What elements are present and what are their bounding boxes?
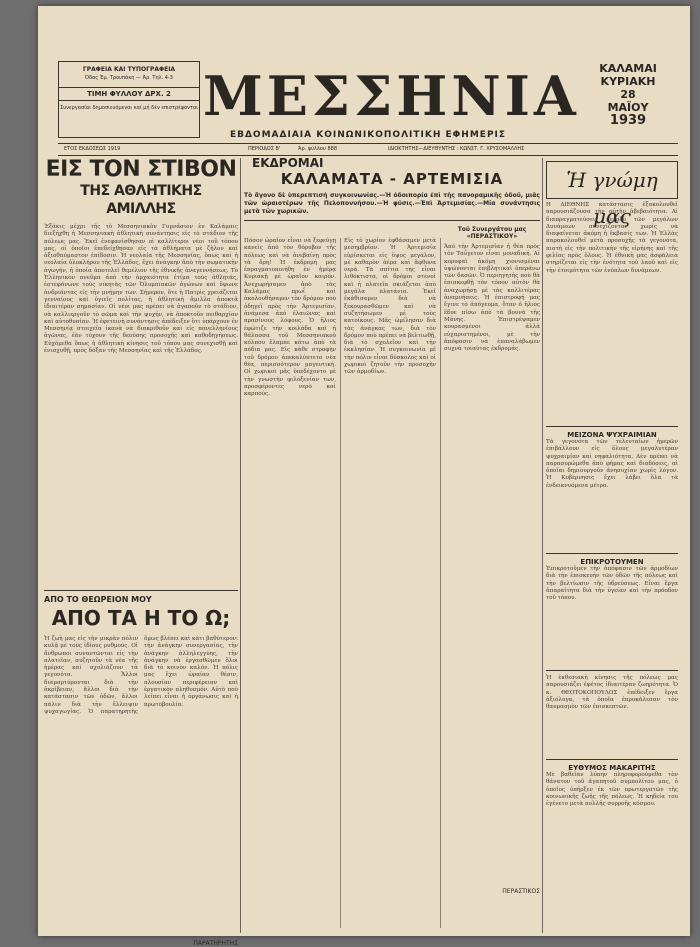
editorial-body-4: Ἡ ἐκθεσιακὴ κίνησις τῆς πόλεως μας παρουσιάζει ἐφέτος ἰδιαιτέραν ζωηρότητα. Ὁ κ. ΘΕΟΤΟΚΟΠΟΥΛΟΣ ἐπέδειξεν ἔργα ἀξιόλογα, τὰ ὁποῖα ἐπροκάλεσαν τὸν θαυμασμὸν τῶν ἐπισκεπτῶν. bbox=[546, 675, 678, 711]
center-dek: Τὸ ἄγονο δὲ ὑπερεπτισή συγκοινωνίας.—Ἡ ὁδοιπορία ἐπὶ τῆς πανοραμικῆς ὁδοῦ, μιᾶς τῶν ὡραιοτέρων τῆς Πελοποννήσου.—Ἡ φύσις.—Ἐπὶ Ἀρτεμισίας.—Μία συνάντησις μετὰ τῶν χωρικῶν. bbox=[244, 192, 540, 215]
date-month: ΜΑΪΟΥ bbox=[607, 101, 649, 114]
left-headline-line2: ΤΗΣ ΑΘΛΗΤΙΚΗΣ ΑΜΙΛΛΗΣ bbox=[80, 183, 202, 217]
publisher-office-line: ΓΡΑΦΕΙΑ ΚΑΙ ΤΥΠΟΓΡΑΦΕΙΑ bbox=[82, 66, 176, 73]
publication-year: ΕΤΟΣ ΕΚΔΟΣΕΩΣ 1919 bbox=[64, 146, 121, 152]
section-body: Ἡ ζωὴ μας εἰς τὴν μικρὰν πόλιν κυλᾷ μὲ τοὺς ἰδίους ρυθμούς. Οἱ ἄνθρωποι συναντῶνται εἰς τὴν πλατεῖαν, συζητοῦν τὰ νέα τῆς ἡμέρας καὶ σχολιάζουν τὰ γεγονότα. Ἄλλοι διαμαρτύρονται διὰ τὴν ἀκρίβειαν, ἄλλοι διὰ τὴν κατάστασιν τῶν ὁδῶν, ἄλλοι πάλιν διὰ τὴν ἔλλειψιν ψυχαγωγίας. Ὁ παρατηρητὴς ὅμως βλέπει καὶ κάτι βαθύτερον: τὴν ἀνάγκην συνεργασίας, τὴν ἀνάγκην ἀλληλεγγύης, τὴν ἀνάγκην νὰ ἐργασθῶμεν ὅλοι διὰ τὸ κοινὸν καλόν. Ἡ πόλις μας ἔχει ὡραίαν θέσιν, πλουσίαν περιφέρειαν καὶ ἐργατικὸν πληθυσμόν. Αὐτὸ ποὺ λείπει εἶναι ἡ ὀργάνωσις καὶ ἡ πρωτοβουλία. bbox=[44, 636, 238, 715]
center-article bbox=[244, 156, 540, 936]
center-kicker: ΕΚΔΡΟΜΑΙ bbox=[252, 156, 324, 170]
left-column bbox=[44, 156, 238, 947]
owner-director: ΙΔΙΟΚΤΗΤΗΣ—ΔΙΕΥΘΥΝΤΗΣ : ΚΩΝΣΤ. Γ. ΧΡΥΣΟΜΑΛΛΗΣ bbox=[388, 146, 525, 152]
section-label: ΑΠΟ ΤΟ ΘΕΩΡΕΙΟΝ ΜΟΥ bbox=[44, 595, 152, 604]
editorial-heading-5: ΕΥΘΥΜΟΣ ΜΑΚΑΡΙΤΗΣ bbox=[568, 764, 656, 772]
center-subcol-1-body: Πόσον ὡραῖον εἶναι νὰ ξεφεύγῃ κανεὶς ἀπὸ τὸν θόρυβον τῆς πόλεως καὶ νὰ ἀνεβαίνῃ πρὸς τὰ ὄρη! Ἡ ἐκδρομή μας ἐπραγματοποιήθη ἐν ἡμέρᾳ Κυριακῇ μὲ ὡραῖον καιρόν. Ἀνεχωρήσαμεν ἀπὸ τὰς Καλάμας πρωΐ καὶ ἀκολουθήσαμεν τὸν δρόμον ποὺ ὁδηγεῖ πρὸς τὴν Ἀρτεμισίαν, ἀνάμεσα ἀπὸ ἐλαιῶνας καὶ πρασίνους λόφους. Ὁ ἥλιος ἐφώτιζε τὴν κοιλάδα καὶ ἡ θάλασσα τοῦ Μεσσηνιακοῦ κόλπου ἔλαμπε κάτω ἀπὸ τὰ πόδια μας. Εἰς κάθε στροφὴν τοῦ δρόμου ἀπεκαλύπτετο νέα θέα, περισσότερον μαγευτική. Οἱ χωρικοὶ μᾶς ὑπεδέχοντο μὲ τὴν γνωστὴν φιλοξενίαν των, προσφέροντες νερὸ καὶ καρπούς. bbox=[244, 238, 336, 398]
left-article-body: Έξάκις μέχρι τῆς τὸ Μεσσηνιακὸν Γυμνάσιον ἐν Καλάμαις διεξήχθη ἡ Μεσσηνιακὴ ἀθλητικὴ συνάντησις εἰς τὸ στάδιον τῆς πόλεως μας. Ἐκεῖ ἐνεφανίσθησαν οἱ καλλίτεροι νέοι τοῦ τόπου μας, οἱ ὁποῖοι ἐπεδείχθησαν εἰς τὰ ἀθλήματα μὲ ζῆλον καὶ ἀξιοθαύμαστον ἐπίδοσιν. Ἡ νεολαία τῆς Μεσσηνίας, ὅπως καὶ ἡ νεολαία ὁλοκλήρου τῆς Ἑλλάδος, ἔχει ἀνάγκην ἀπὸ τὴν σωματικὴν ἀγωγήν, ἡ ὁποία ἀποτελεῖ θεμέλιον τῆς ἐθνικῆς ἀναγεννήσεως. Τὸ Ἑλληνικὸν πνεῦμα ἀπὸ τὴν ἀρχαιότητα ἐτίμα τοὺς ἀθλητάς, ἐστεφάνωνε τοὺς νικητὰς τῶν Ὀλυμπιακῶν ἀγώνων καὶ ὕψωνε ἀνδριάντας εἰς τὴν μνήμην των. Σήμερον, ὅτε ἡ Πατρὶς χρειάζεται γενναίους καὶ ὑγιεῖς πολίτας, ἡ ἀθλητικὴ ἅμιλλα ἀποκτᾶ ἰδιαιτέραν σημασίαν. Οἱ νέοι μας πρέπει νὰ ἀγαποῦν τὸ στάδιον, νὰ καλλιεργοῦν τὸ σῶμα καὶ τὴν ψυχήν, νὰ ἀποκτοῦν πειθαρχίαν καὶ αὐτοθυσίαν. Ἡ ἐφετεινὴ συνάντησις ἀπέδειξεν ὅτι ὑπάρχουν ἐν Μεσσηνίᾳ στοιχεῖα ἱκανὰ νὰ διακριθοῦν καὶ εἰς πανελληνίους ἀγῶνας, ἐὰν τύχουν τῆς δεούσης προσοχῆς καὶ καθοδηγήσεως. Εὐχόμεθα ὅπως ἡ ἀθλητικὴ κίνησις τοῦ τόπου μας συνεχισθῇ καὶ ἐνισχυθῇ, πρὸς δόξαν τῆς Μεσσηνίας καὶ τῆς Ἑλλάδος. bbox=[44, 224, 238, 355]
center-subcol-3-body: Ἀπὸ τὴν Ἀρτεμισίαν ἡ θέα πρὸς τὸν Ταΰγετον εἶναι μοναδική. Αἱ κορυφαὶ ἀκόμη χιονισμέναι ὑψώνονται ἐπιβλητικαὶ ὑπεράνω τῶν δασῶν. Ὁ περιηγητὴς ποὺ θὰ ἐπισκεφθῇ τὸν τόπον αὐτὸν θὰ ἀναχωρήσῃ μὲ τὰς καλλιτέρας ἀναμνήσεις. Ἡ ἐπιστροφή μας ἔγινε τὸ ἀπόγευμα, ὅταν ὁ ἥλιος ἔδυε πίσω ἀπὸ τὰ βουνὰ τῆς Μάνης. Ἐπιστρέψαμεν κουρασμένοι ἀλλὰ εὐχαριστημένοι, μὲ τὴν ἀπόφασιν νὰ ἐπαναλάβωμεν συχνὰ τοιαύτας ἐκδρομάς. bbox=[444, 244, 540, 353]
newspaper-page bbox=[38, 6, 690, 947]
contributor-label: Τοῦ Συνεργάτου μας «ΠΕΡΑΣΤΙΚΟΥ» bbox=[457, 226, 527, 240]
submission-note: Συνεργασίαι δημοσιευόμεναι καί μή δέν επιστρέφονται bbox=[60, 105, 198, 111]
publisher-address-line: Όδος Έμ. Τρουπάκη — Άρ. Τηλ. 4-3 bbox=[85, 75, 173, 81]
column-rule-2 bbox=[542, 158, 543, 933]
date-block bbox=[578, 62, 678, 127]
editorial-heading-3: ΕΠΙΚΡΟΤΟΥΜΕΝ bbox=[580, 558, 644, 566]
editorial-body-3: Ἐπικροτοῦμεν τὴν ἀπόφασιν τῶν ἁρμοδίων διὰ τὴν ἐπισκευὴν τῶν ὁδῶν τῆς πόλεως καὶ τὴν βελτίωσιν τῆς ὑδρεύσεως. Εἶναι ἔργα ἀπαραίτητα διὰ τὴν ὑγείαν καὶ τὴν πρόοδον τοῦ τόπου. bbox=[546, 566, 678, 602]
editorial-body-1: Η ΔΙΕΘΝΗΣ κατάστασις ἐξακολουθεῖ παρουσιάζουσα τὴν αὐτὴν ἀβεβαιότητα. Αἱ διαπραγματεύσεις μεταξὺ τῶν μεγάλων Δυνάμεων συνεχίζονται χωρὶς νὰ διαφαίνεται ἀκόμη ἡ ἔκβασίς των. Ἡ Ἑλλὰς παρακολουθεῖ μετὰ προσοχῆς τὰ γεγονότα, πιστὴ εἰς τὴν πολιτικὴν τῆς εἰρήνης καὶ τῆς φιλίας πρὸς ὅλους. Ἡ ἐθνικὴ μας ἀσφάλεια στηρίζεται εἰς τὴν ἑνότητα τοῦ λαοῦ καὶ εἰς τὴν ἑτοιμότητα τῶν ἐνόπλων δυνάμεων. bbox=[546, 202, 678, 274]
center-divider bbox=[244, 220, 540, 221]
masthead-title: ΜΕΣΣΗΝΙΑ bbox=[203, 64, 580, 128]
center-subcol-1 bbox=[244, 238, 336, 928]
right-column bbox=[546, 202, 678, 932]
center-headline: ΚΑΛΑΜΑΤΑ - ΑΡΤΕΜΙΣΙΑ bbox=[280, 170, 504, 188]
column-rule-1 bbox=[240, 158, 241, 933]
date-day: ΚΥΡΙΑΚΗ bbox=[600, 75, 656, 88]
center-subcol-3 bbox=[444, 226, 540, 926]
date-number: 28 bbox=[620, 88, 636, 101]
center-subcol-2 bbox=[344, 238, 436, 928]
right-divider-2 bbox=[546, 553, 678, 554]
section-title: ΑΠΟ ΤΑ Η ΤΟ Ω; bbox=[51, 606, 231, 630]
issue-number: Άρ. φύλλου 888 bbox=[298, 146, 338, 152]
masthead-subtitle: ΕΒΔΟΜΑΔΙΑΙΑ ΚΟΙΝΩΝΙΚΟΠΟΛΙΤΙΚΗ ΕΦΗΜΕΡΙΣ bbox=[229, 130, 507, 140]
left-headline-line1: ΕΙΣ ΤΟΝ ΣΤΙΒΟΝ bbox=[45, 157, 237, 182]
editorial-title: Ἡ γνώμη μας bbox=[546, 161, 678, 199]
left-divider bbox=[44, 590, 238, 591]
date-city: ΚΑΛΑΜΑΙ bbox=[599, 62, 657, 75]
right-divider-4 bbox=[546, 759, 678, 760]
section-signature: ΠΑΡΑΤΗΡΗΤΗΣ bbox=[193, 940, 238, 947]
right-divider-3 bbox=[546, 670, 678, 671]
editorial-body-5: Μὲ βαθεῖαν λύπην πληροφορούμεθα τὸν θάνατον τοῦ ἀγαπητοῦ συμπολίτου μας, ὁ ὁποῖος ὑπῆρξεν ἐκ τῶν πρωτεργατῶν τῆς κοινωνικῆς ζωῆς τῆς πόλεως. Ἡ κηδεία του ἐγένετο μετὰ πολλῆς συρροῆς κόσμου. bbox=[546, 772, 678, 808]
editorial-heading-2: ΜΕΙΖΟΝΑ ΨΥΧΡΑΙΜΙΑΝ bbox=[567, 431, 657, 439]
publisher-info-box bbox=[58, 61, 200, 138]
issue-price: ΤΙΜΗ ΦΥΛΛΟΥ ΔΡΧ. 2 bbox=[59, 87, 199, 101]
date-year: 1939 bbox=[609, 113, 647, 128]
center-subrule-2 bbox=[440, 238, 441, 928]
center-subrule-1 bbox=[340, 238, 341, 928]
publication-period: ΠΕΡΙΟΔΟΣ Β' bbox=[248, 146, 281, 152]
contributor-signature: ΠΕΡΑΣΤΙΚΟΣ bbox=[502, 888, 540, 895]
issue-info-strip bbox=[58, 143, 678, 156]
editorial-body-2: Τὰ γεγονότα τῶν τελευταίων ἡμερῶν ἐπιβάλλουν εἰς ὅλους μεγαλυτέραν ψυχραιμίαν καὶ νηφαλιότητα. Δὲν πρέπει νὰ παρασυρώμεθα ἀπὸ φήμας καὶ διαδόσεις, αἱ ὁποῖαι δημιουργοῦν ἀνησυχίαν χωρὶς λόγον. Ἡ Κυβέρνησις ἔχει λάβει ὅλα τὰ ἐνδεικνυόμενα μέτρα. bbox=[546, 439, 678, 489]
center-subcol-2-body: Εἰς τὸ χωρίον ἐφθάσαμεν μετὰ μεσημβρίαν. Ἡ Ἀρτεμισία εὑρίσκεται εἰς ὕψος μεγάλον, μὲ καθαρὸν ἀέρα καὶ ἄφθονα νερά. Τὰ σπίτια της εἶναι λιθόκτιστα, οἱ δρόμοι στενοὶ καὶ ἡ πλατεῖα σκιάζεται ἀπὸ μεγάλα πλατάνια. Ἐκεῖ ἐκάθισαμεν διὰ νὰ ξεκουρασθῶμεν καὶ νὰ συζητήσωμεν μὲ τοὺς κατοίκους. Μᾶς ὡμίλησαν διὰ τὰς ἀνάγκας των, διὰ τὸν δρόμον ποὺ πρέπει νὰ βελτιωθῇ, διὰ τὸ σχολεῖον καὶ τὴν ἐκκλησίαν. Ἡ συγκοινωνία μὲ τὴν πόλιν εἶναι δύσκολος καὶ οἱ χωρικοὶ ζητοῦν τὴν προσοχὴν τῶν ἁρμοδίων. bbox=[344, 238, 436, 376]
right-divider-1 bbox=[546, 426, 678, 427]
